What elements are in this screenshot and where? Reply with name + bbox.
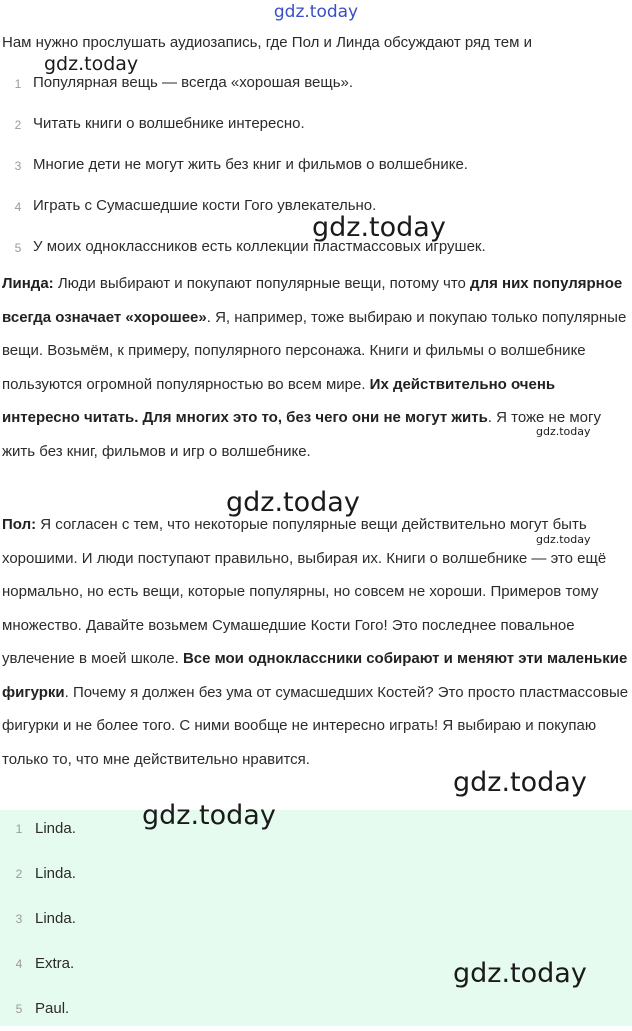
intro-text: Нам нужно прослушать аудиозапись, где Пол и Линда обсуждают ряд тем и bbox=[2, 34, 532, 51]
linda-text-3: . Я тоже не могу жить без книг, фильмов и игр о волшебнике. bbox=[2, 409, 601, 460]
answer-item bbox=[0, 941, 632, 986]
paul-text-1: Я согласен с тем, что некоторые популярные вещи действительно могут быть хорошими. И люди поступают правильно, выбирая их. Книги о волшебнике — это ещё нормально, но есть вещи, которые популярны, но совсем не хороши. Примеров тому множество. Давайте возьмем Сумашедшие Кости Гого! Это последнее повальное увлечение в моей школе. bbox=[2, 516, 607, 667]
watermark: gdz.today bbox=[44, 53, 139, 75]
statement-number: 5 bbox=[14, 241, 22, 255]
statement-text: Популярная вещь — всегда «хорошая вещь». bbox=[33, 74, 354, 91]
speaker-linda: Линда: bbox=[2, 275, 54, 292]
answer-number: 3 bbox=[15, 911, 23, 926]
answer-text: Linda. bbox=[35, 910, 76, 927]
linda-paragraph bbox=[2, 267, 630, 468]
watermark: gdz.today bbox=[142, 800, 276, 831]
watermark: gdz.today bbox=[536, 425, 591, 438]
answer-item bbox=[0, 896, 632, 941]
watermark: gdz.today bbox=[453, 767, 587, 798]
answer-text: Paul. bbox=[35, 1000, 70, 1017]
statement-item bbox=[0, 197, 632, 238]
statement-text: Читать книги о волшебнике интересно. bbox=[33, 115, 305, 132]
speaker-paul: Пол: bbox=[2, 516, 37, 533]
statement-item bbox=[0, 115, 632, 156]
answer-number: 1 bbox=[15, 821, 23, 836]
statement-number: 1 bbox=[14, 77, 22, 91]
answer-number: 4 bbox=[15, 956, 23, 971]
answer-item bbox=[0, 806, 632, 851]
paul-bold-1: Все мои одноклассники собирают и меняют эти маленькие фигурки bbox=[2, 650, 628, 701]
statement-number: 4 bbox=[14, 200, 22, 214]
answer-text: Linda. bbox=[35, 820, 76, 837]
statement-text: Многие дети не могут жить без книг и фильмов о волшебнике. bbox=[33, 156, 468, 173]
answer-number: 5 bbox=[15, 1001, 23, 1016]
statement-list bbox=[0, 74, 632, 279]
statement-number: 3 bbox=[14, 159, 22, 173]
statement-item bbox=[0, 74, 632, 115]
linda-text-2: . Я, например, тоже выбираю и покупаю только популярные вещи. Возьмём, к примеру, популярного персонажа. Книги и фильмы о волшебнике пользуются огромной популярностью во всем мире. bbox=[2, 308, 627, 393]
watermark: gdz.today bbox=[536, 533, 591, 546]
answer-text: Extra. bbox=[35, 955, 75, 972]
answer-text: Linda. bbox=[35, 865, 76, 882]
statement-item bbox=[0, 156, 632, 197]
linda-text-1: Люди выбирают и покупают популярные вещи, потому что bbox=[53, 275, 471, 292]
linda-bold-1: для них популярное всегда означает «хорошее» bbox=[2, 275, 623, 326]
statement-text: Играть с Сумасшедшие кости Гого увлекательно. bbox=[33, 197, 377, 214]
answer-item bbox=[0, 851, 632, 896]
watermark: gdz.today bbox=[312, 212, 446, 243]
answer-item bbox=[0, 986, 632, 1031]
linda-bold-2: Их действительно очень интересно читать. Для многих это то, без чего они не могут жить bbox=[2, 375, 556, 426]
statement-number: 2 bbox=[14, 118, 22, 132]
answer-number: 2 bbox=[15, 866, 23, 881]
site-logo[interactable]: gdz.today bbox=[273, 2, 359, 22]
answer-list bbox=[0, 810, 632, 1026]
paul-text-2: . Почему я должен без ума от сумасшедших Костей? Это просто пластмассовые фигурки и не более того. С ними вообще не интересно играть! Я выбираю и покупаю только то, что мне действительно нравится. bbox=[2, 683, 629, 768]
statement-text: У моих одноклассников есть коллекции пластмассовых игрушек. bbox=[33, 238, 486, 255]
paul-paragraph bbox=[2, 508, 630, 776]
watermark: gdz.today bbox=[226, 487, 360, 518]
watermark: gdz.today bbox=[453, 958, 587, 989]
